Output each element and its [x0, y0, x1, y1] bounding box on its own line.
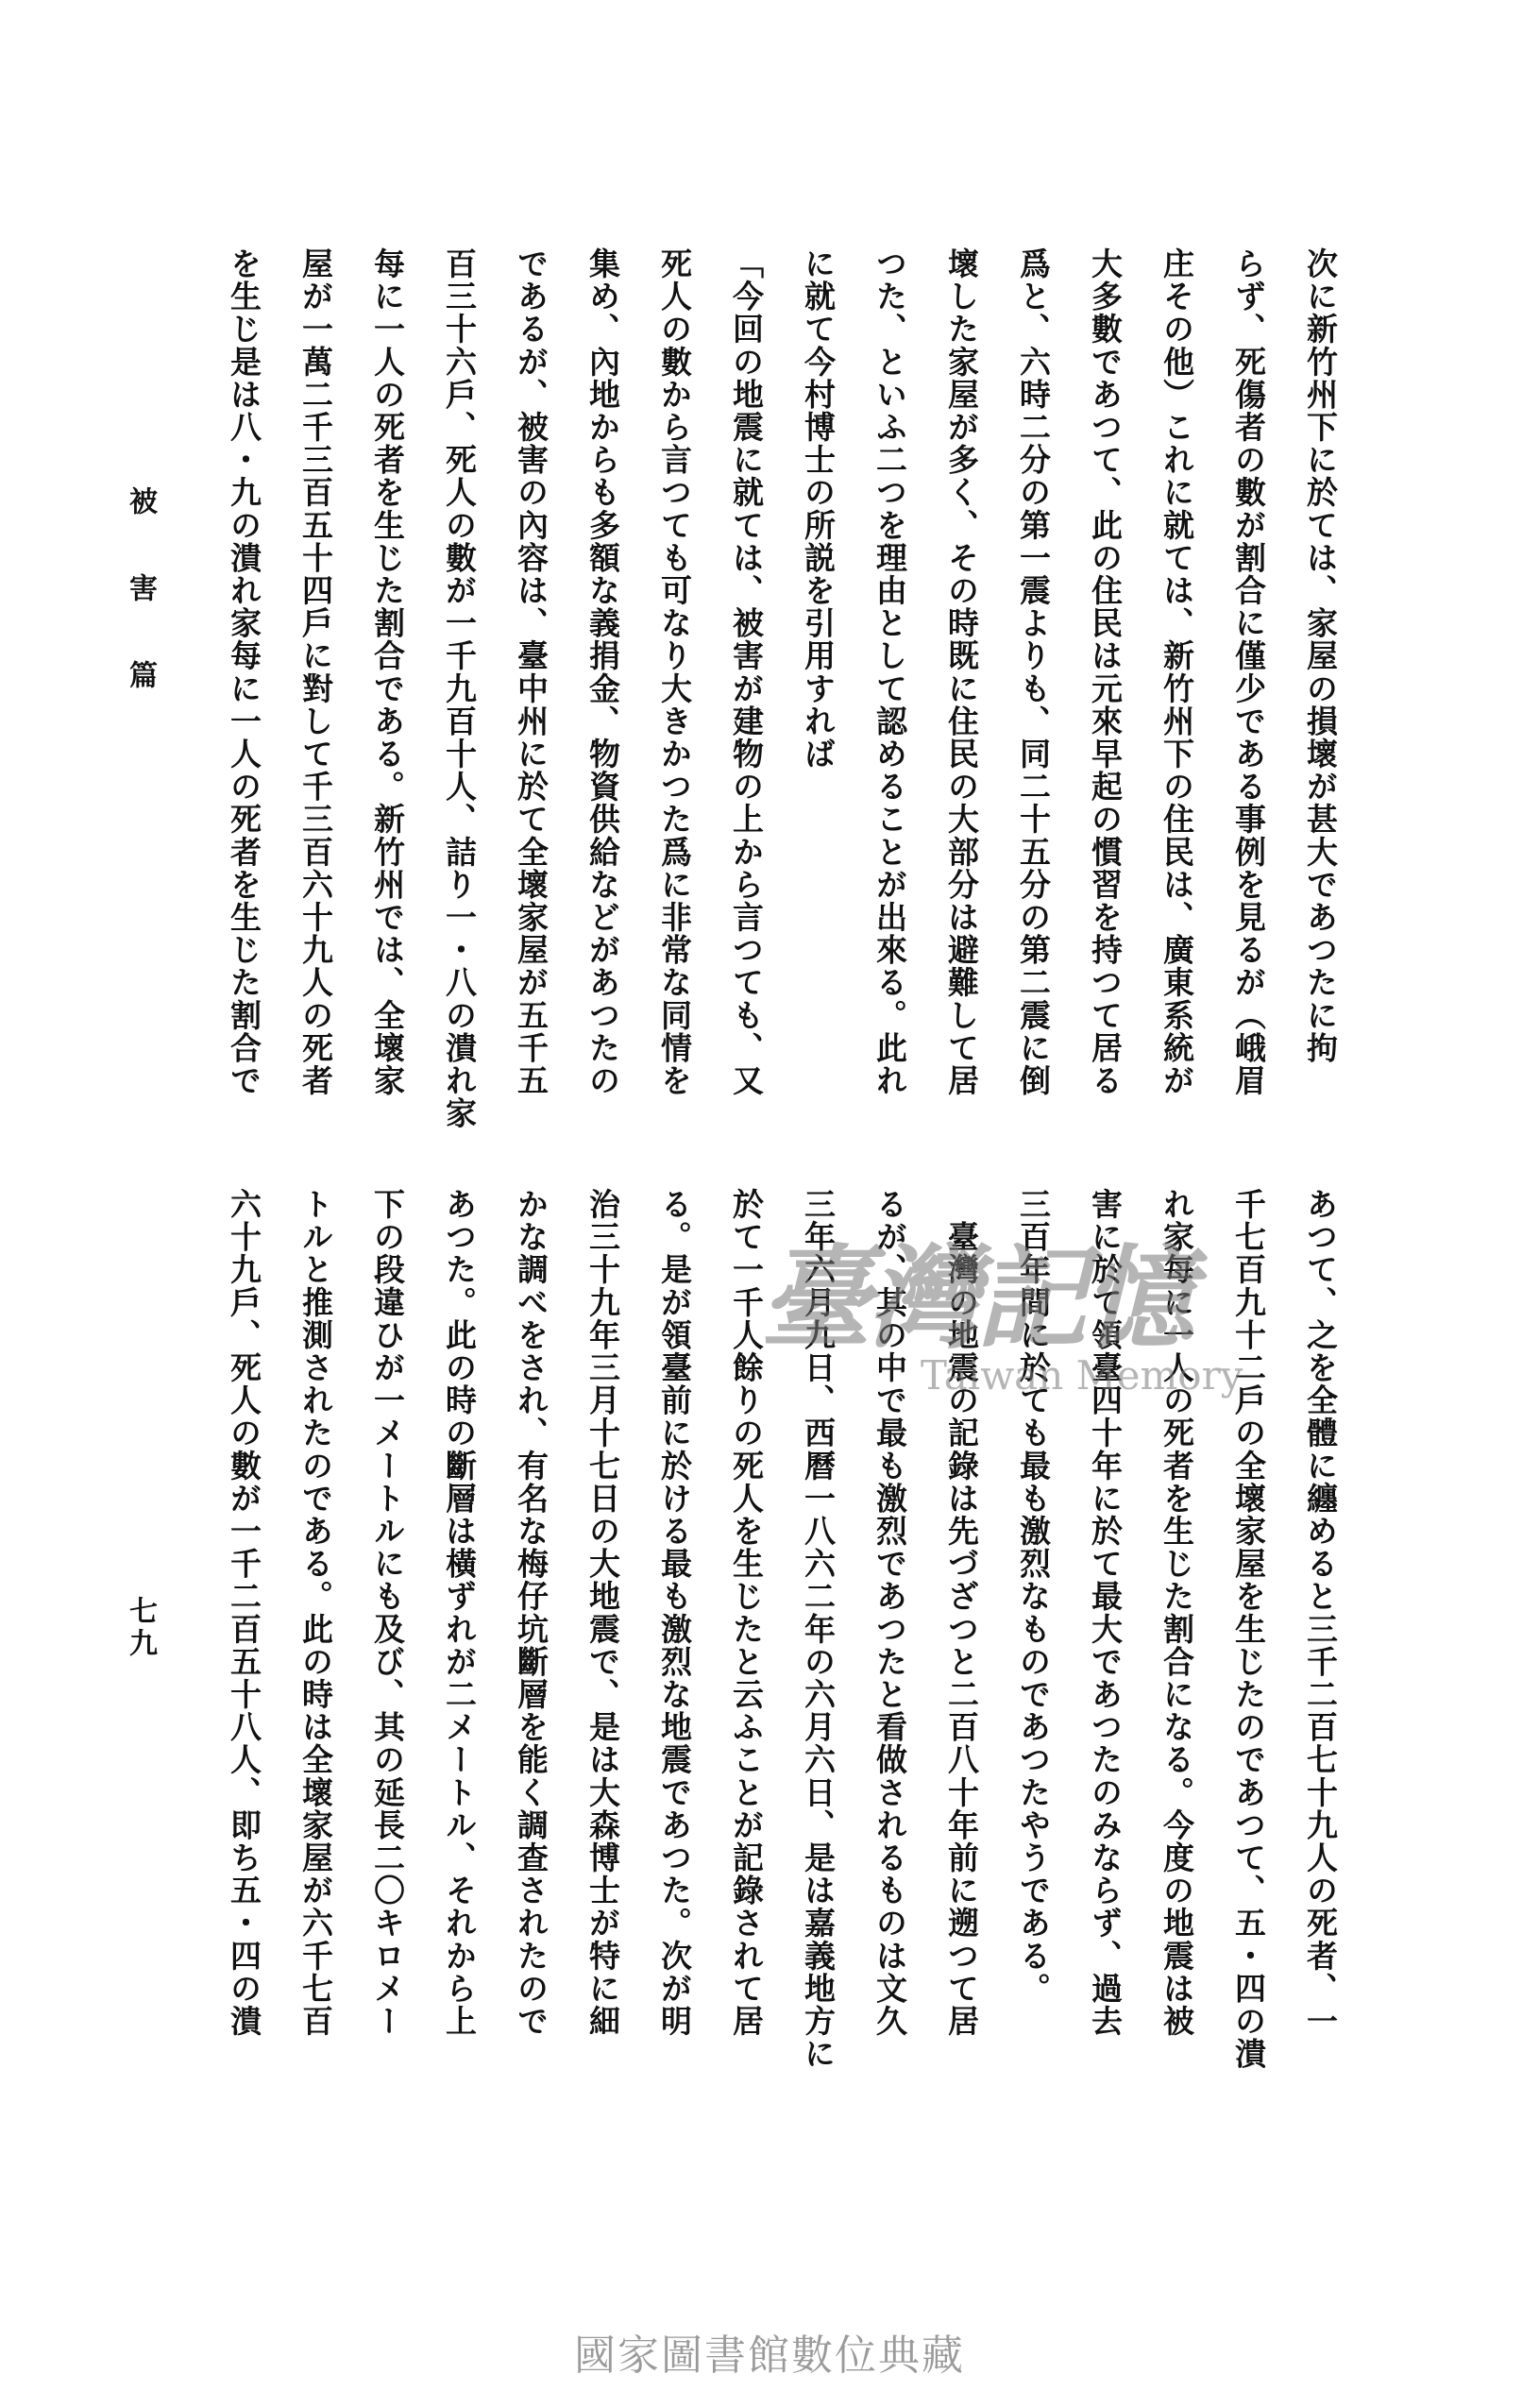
text-block-bottom — [208, 1188, 1356, 2151]
watermark-cjk: 臺灣記憶 — [760, 1232, 1192, 1364]
text-column: 百三十六戶、死人の數が一千九百十人、詰り一・八の潰れ家 — [441, 247, 478, 1130]
text-column: 三年六月九日、西曆一八六二年の六月六日、是は嘉義地方に — [800, 1188, 837, 2071]
text-column: あつて、之を全體に纏めると三千二百七十九人の死者、一 — [1302, 1188, 1339, 2038]
text-column: る。是が領臺前に於ける最も激烈な地震であつた。次が明 — [656, 1188, 693, 2038]
running-header-title: 被害篇 — [124, 486, 157, 747]
text-column: れ家每に一人の死者を生じた割合になる。今度の地震は被 — [1158, 1188, 1195, 2038]
text-column: かな調べをされ、有名な梅仔坑斷層を能く調查されたので — [513, 1188, 550, 2038]
text-column: 庄その他）これに就ては、新竹州下の住民は、廣東系統が — [1158, 247, 1195, 1097]
text-column: 臺灣の地震の記錄は先づざつと二百八十年前に遡つて居 — [943, 1188, 980, 2038]
text-column: 壞した家屋が多く、その時既に住民の大部分は避難して居 — [943, 247, 980, 1097]
text-column: 治三十九年三月十七日の大地震で、是は大森博士が特に細 — [584, 1188, 621, 2038]
text-column: 下の段違ひが一メートルにも及び、其の延長二〇キロメー — [369, 1188, 406, 2038]
text-column: 死人の數から言つても可なり大きかつた爲に非常な同情を — [656, 247, 693, 1097]
library-footer: 國家圖書館數位典藏 — [574, 2332, 965, 2380]
text-column: 大多數であつて、此の住民は元來早起の慣習を持つて居る — [1087, 247, 1124, 1097]
text-column: に就て今村博士の所説を引用すれば — [800, 247, 837, 771]
text-column: つた、といふ二つを理由として認めることが出來る。此れ — [871, 247, 908, 1097]
text-column: 每に一人の死者を生じた割合である。新竹州では、全壞家 — [369, 247, 406, 1097]
text-column: 害に於て領臺四十年に於て最大であつたのみならず、過去 — [1087, 1188, 1124, 2038]
text-column: 三百年間に於ても最も激烈なものであつたやうである。 — [1015, 1188, 1052, 2005]
text-column: を生じ是は八・九の潰れ家每に一人の死者を生じた割合で — [226, 247, 262, 1097]
text-column: トルと推測されたのである。此の時は全壞家屋が六千七百 — [297, 1188, 334, 2038]
text-block-top — [208, 247, 1356, 1182]
text-column: 六十九戶、死人の數が一千二百五十八人、即ち五・四の潰 — [226, 1188, 262, 2038]
text-column: 次に新竹州下に於ては、家屋の損壞が甚大であつたに拘 — [1302, 247, 1339, 1064]
watermark-en: Taiwan Memory — [921, 1352, 1243, 1399]
text-column: であるが、被害の內容は、臺中州に於て全壞家屋が五千五 — [513, 247, 550, 1097]
text-column: 於て一千人餘りの死人を生じたと云ふことが記錄されて居 — [728, 1188, 765, 2038]
text-column: 屋が一萬二千三百五十四戶に對して千三百六十九人の死者 — [297, 247, 334, 1097]
text-column: 爲と、六時二分の第一震よりも、同二十五分の第二震に倒 — [1015, 247, 1052, 1097]
text-column: 「今回の地震に就ては、被害が建物の上から言つても、又 — [728, 247, 765, 1097]
text-column: 集め、內地からも多額な義捐金、物資供給などがあつたの — [584, 247, 621, 1097]
text-column: るが、其の中で最も激烈であつたと看做されるものは文久 — [871, 1188, 908, 2038]
text-column: 千七百九十二戶の全壞家屋を生じたのであつて、五・四の潰 — [1230, 1188, 1267, 2071]
text-column: らず、死傷者の數が割合に僅少である事例を見るが（峨眉 — [1230, 247, 1267, 1097]
text-column: あつた。此の時の斷層は橫ずれが二メートル、それから上 — [441, 1188, 478, 2038]
page-number: 七九 — [124, 1596, 157, 1660]
